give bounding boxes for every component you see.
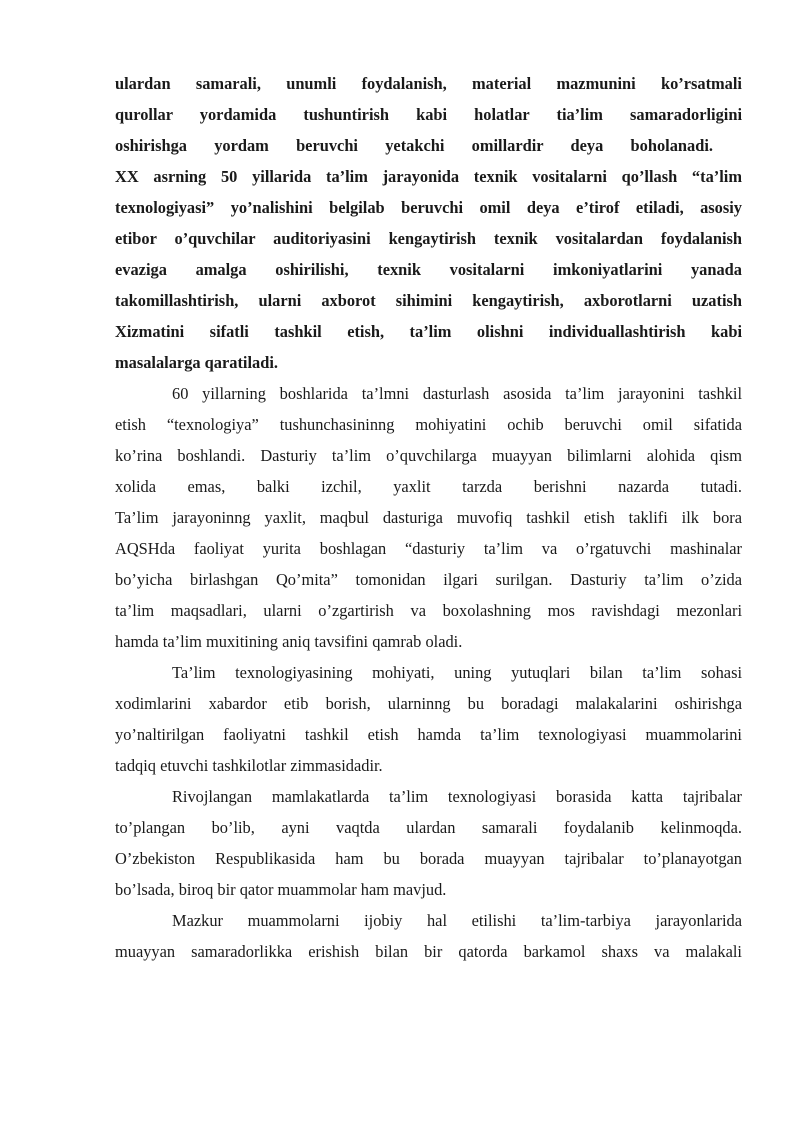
text-line: xolida emas, balki izchil, yaxlit tarzda berishni nazarda tutadi. <box>115 477 742 496</box>
text-line: masalalarga qaratiladi. <box>115 353 278 372</box>
text-line: AQSHda faoliyat yurita boshlagan “dasturiy ta’lim va o’rgatuvchi mashinalar <box>115 539 742 558</box>
paragraph-4 <box>115 657 742 781</box>
paragraph-6 <box>115 905 742 967</box>
text-line: bo’yicha birlashgan Qo’mita” tomonidan ilgari surilgan. Dasturiy ta’lim o’zida <box>115 570 742 589</box>
text-line: etibor o’quvchilar auditoriyasini kengaytirish texnik vositalardan foydalanish <box>115 229 742 248</box>
text-line: takomillashtirish, ularni axborot sihimini kengaytirish, axborotlarni uzatish <box>115 291 742 310</box>
text-line: ko’rina boshlandi. Dasturiy ta’lim o’quvchilarga muayyan bilimlarni alohida qism <box>115 446 742 465</box>
text-line: evaziga amalga oshirilishi, texnik vositalarni imkoniyatlarini yanada <box>115 260 742 279</box>
text-line: 60 yillarning boshlarida ta’lmni dasturlash asosida ta’lim jarayonini tashkil <box>172 384 742 403</box>
paragraph-2 <box>115 161 742 378</box>
text-line: O’zbekiston Respublikasida ham bu borada muayyan tajribalar to’planayotgan <box>115 849 742 868</box>
text-line: texnologiyasi” yo’nalishini belgilab beruvchi omil deya e’tirof etiladi, asosiy <box>115 198 742 217</box>
text-line: Rivojlangan mamlakatlarda ta’lim texnologiyasi borasida katta tajribalar <box>172 787 742 806</box>
text-line: muayyan samaradorlikka erishish bilan bir qatorda barkamol shaxs va malakali <box>115 942 742 961</box>
text-line: Ta’lim texnologiyasining mohiyati, uning yutuqlari bilan ta’lim sohasi <box>172 663 742 682</box>
text-line: ta’lim maqsadlari, ularni o’zgartirish va boxolashning mos ravishdagi mezonlari <box>115 601 742 620</box>
text-line: yo’naltirilgan faoliyatni tashkil etish hamda ta’lim texnologiyasi muammolarini <box>115 725 742 744</box>
text-line: XX asrning 50 yillarida ta’lim jarayonida texnik vositalarni qo’llash “ta’lim <box>115 167 742 186</box>
text-line: to’plangan bo’lib, ayni vaqtda ulardan samarali foydalanib kelinmoqda. <box>115 818 742 837</box>
document-page <box>115 68 742 967</box>
text-line: ulardan samarali, unumli foydalanish, material mazmunini ko’rsatmali <box>115 74 742 93</box>
text-line: oshirishga yordam beruvchi yetakchi omillardir deya boholanadi. <box>115 136 713 155</box>
text-line: tadqiq etuvchi tashkilotlar zimmasidadir. <box>115 756 383 775</box>
text-line: bo’lsada, biroq bir qator muammolar ham mavjud. <box>115 880 447 899</box>
paragraph-5 <box>115 781 742 905</box>
text-line: xodimlarini xabardor etib borish, ularninng bu boradagi malakalarini oshirishga <box>115 694 742 713</box>
text-line: Xizmatini sifatli tashkil etish, ta’lim olishni individuallashtirish kabi <box>115 322 742 341</box>
text-line: hamda ta’lim muxitining aniq tavsifini qamrab oladi. <box>115 632 463 651</box>
paragraph-1 <box>115 68 742 161</box>
text-line: Ta’lim jarayoninng yaxlit, maqbul dasturiga muvofiq tashkil etish taklifi ilk bora <box>115 508 742 527</box>
text-line: etish “texnologiya” tushunchasininng mohiyatini ochib beruvchi omil sifatida <box>115 415 742 434</box>
paragraph-3 <box>115 378 742 657</box>
text-line: Mazkur muammolarni ijobiy hal etilishi ta’lim-tarbiya jarayonlarida <box>172 911 742 930</box>
text-line: qurollar yordamida tushuntirish kabi holatlar tia’lim samaradorligini <box>115 105 742 124</box>
